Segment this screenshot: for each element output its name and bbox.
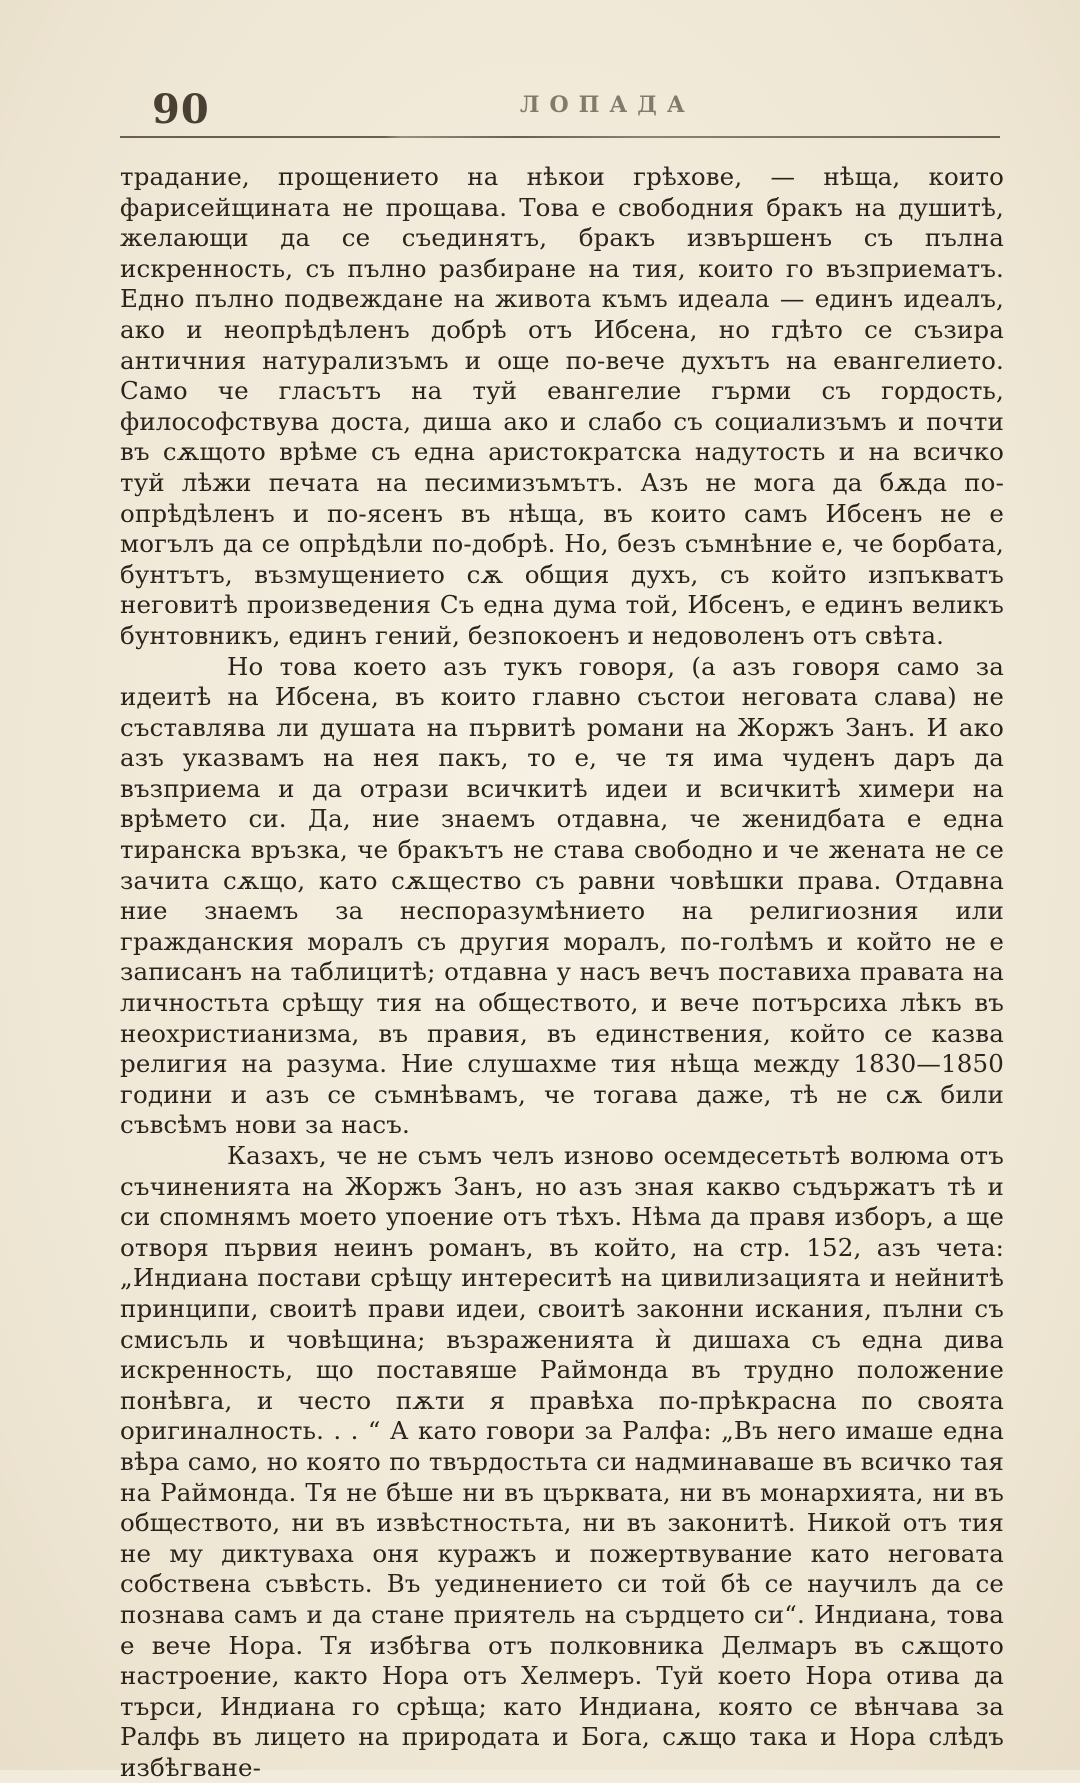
paragraph-ibsen-sand: Но това което азъ тукъ говоря, (а азъ говоря само за идеитѣ на Ибсена, въ които главно състои неговата слава) не съставлява ли душата на първитѣ романи на Жоржъ Занъ. И ако азъ указвамъ на нея пакъ, то е, че тя има чуденъ даръ да възприема и да отрази всичкитѣ идеи и всичкитѣ химери на врѣмето си. Да, ние знаемъ отдавна, че женидбата е една тиранска връзка, че бракътъ не става свободно и че жената не се зачита сѫщо, като сѫщество съ равни човѣшки права. Отдавна ние знаемъ за неспоразумѣнието на религиозния или гражданския моралъ съ другия моралъ, по-голѣмъ и който не е записанъ на таблицитѣ; отдавна у насъ вечъ поставиха правата на личностьта срѣщу тия на обществото, и вече потърсиха лѣкъ въ неохристианизма, въ правия, въ единствения, който се казва религия на разума. Ние слушахме тия нѣща между 1830—1850 години и азъ се съмнѣвамъ, че тогава даже, тѣ не сѫ били съвсѣмъ нови за насъ. bbox=[120, 651, 1004, 1140]
body-text bbox=[120, 162, 1004, 1783]
page-header bbox=[120, 78, 1000, 138]
header-rule bbox=[120, 136, 1000, 138]
page-number: 90 bbox=[152, 86, 210, 133]
paragraph-continued: традание, прощението на нѣкои грѣхове, — нѣща, които фарисейщината не прощава. Това е свободния бракъ на душитѣ, желающи да се съединятъ, бракъ извършенъ съ пълна искренность, съ пълно разбиране на тия, които го възприематъ. Едно пълно подвеждане на живота къмъ идеала — единъ идеалъ, ако и неопрѣдѣленъ добрѣ отъ Ибсена, но гдѣто се съзира античния натурализъмъ и още по-вече духътъ на евангелието. Само че гласътъ на туй евангелие гърми съ гордость, философствува доста, диша ако и слабо съ социализъмъ и почти въ сѫщото врѣме съ една аристократска надутость и на всичко туй лѣжи печата на песимизъмътъ. Азъ не мога да бѫда по-опрѣдѣленъ и по-ясенъ въ нѣща, въ които самъ Ибсенъ не е могълъ да се опрѣдѣли по-добрѣ. Но, безъ съмнѣние е, че борбата, бунтътъ, възмущението сѫ общия духъ, съ който изпъкватъ неговитѣ произведения Съ една дума той, Ибсенъ, е единъ великъ бунтовникъ, единъ гений, безпокоенъ и недоволенъ отъ свѣта. bbox=[120, 162, 1004, 650]
paragraph-indiana: Казахъ, че не съмъ челъ изново осемдесетьтѣ волюма отъ съчиненията на Жоржъ Занъ, но азъ зная какво съдържатъ тѣ и си спомнямъ моето упоение отъ тѣхъ. Нѣма да правя изборъ, а ще отворя първия неинъ романъ, въ който, на стр. 152, азъ чета: „Индиана постави срѣщу интереситѣ на цивилизацията и нейнитѣ принципи, своитѣ прави идеи, своитѣ законни искания, пълни съ смисъль и човѣщина; възраженията ѝ дишаха съ една дива искренность, що поставяше Раймонда въ трудно положение понѣвга, и често пѫти я правѣха по-прѣкрасна по своята оригиналность. . . “ А като говори за Ралфа: „Въ него имаше една вѣра само, но която по твърдостьта си надминаваше въ всичко тая на Раймонда. Тя не бѣше ни въ църквата, ни въ монархията, ни въ обществото, ни въ извѣстностьта, ни въ законитѣ. Никой отъ тия не му диктуваха оня куражъ и пожертвувание като неговата собствена съвѣсть. Въ уединението си той бѣ се научилъ да се познава самъ и да стане приятель на сърдцето си“. Индиана, това е вече Нора. Тя избѣгва отъ полковника Делмаръ въ сѫщото настроение, както Нора отъ Хелмеръ. Туй което Нора отива да търси, Индиана го срѣща; като Индиана, която се вѣнчава за Ралфь въ лицето на природата и Бога, сѫщо така и Нора слѣдъ избѣгване- bbox=[120, 1141, 1004, 1782]
running-title: ЛОПАДА bbox=[520, 92, 695, 118]
